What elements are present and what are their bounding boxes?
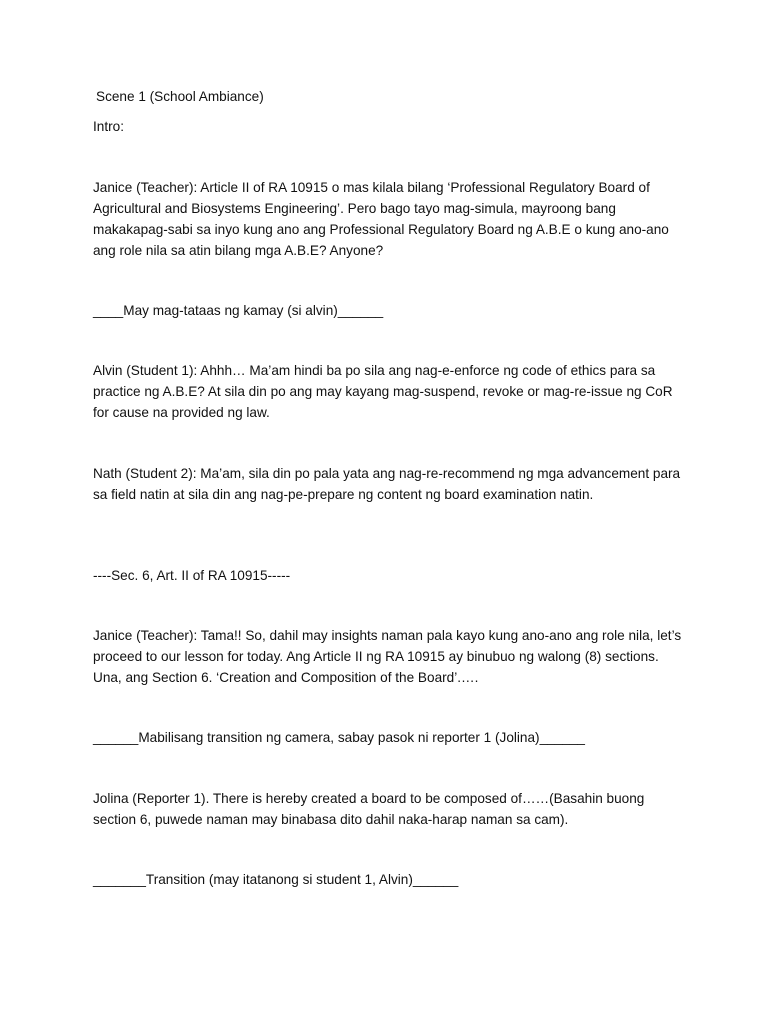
paragraph-jolina: Jolina (Reporter 1). There is hereby created a board to be composed of……(Basahin buong section 6, puwede naman may binabasa dito dahil naka-harap naman sa cam). <box>93 791 645 827</box>
stage-direction-raise-hand: ____May mag-tataas ng kamay (si alvin)______ <box>93 303 384 318</box>
stage-direction-transition-alvin: _______Transition (may itatanong si student 1, Alvin)______ <box>93 872 459 887</box>
intro-label: Intro: <box>93 119 124 134</box>
paragraph-nath: Nath (Student 2): Ma’am, sila din po pala yata ang nag-re-recommend ng mga advancement para sa field natin at sila din ang nag-pe-prepare ng content ng board examination natin. <box>93 466 681 502</box>
paragraph-janice-lesson: Janice (Teacher): Tama!! So, dahil may insights naman pala kayo kung ano-ano ang role nila, let’s proceed to our lesson for today. Ang Article II ng RA 10915 ay binubuo ng walong (8) sections. Una, ang Section 6. ‘Creation and Composition of the Board’.…. <box>93 628 682 685</box>
paragraph-alvin: Alvin (Student 1): Ahhh… Ma’am hindi ba po sila ang nag-e-enforce ng code of ethics para sa practice ng A.B.E? At sila din po ang may kayang mag-suspend, revoke or mag-re-issue ng CoR for cause na provided ng law. <box>93 363 673 420</box>
stage-direction-camera-transition: ______Mabilisang transition ng camera, sabay pasok ni reporter 1 (Jolina)______ <box>93 730 585 745</box>
section-reference: ----Sec. 6, Art. II of RA 10915----- <box>93 568 291 583</box>
paragraph-janice-intro: Janice (Teacher): Article II of RA 10915 o mas kilala bilang ‘Professional Regulatory Board of Agricultural and Biosystems Engineering’. Pero bago tayo mag-simula, mayroong bang makakapag-sabi sa inyo kung ano ang Professional Regulatory Board ng A.B.E o kung ano-ano ang role nila sa atin bilang mga A.B.E? Anyone? <box>93 180 669 258</box>
scene-heading: Scene 1 (School Ambiance) <box>96 89 264 104</box>
